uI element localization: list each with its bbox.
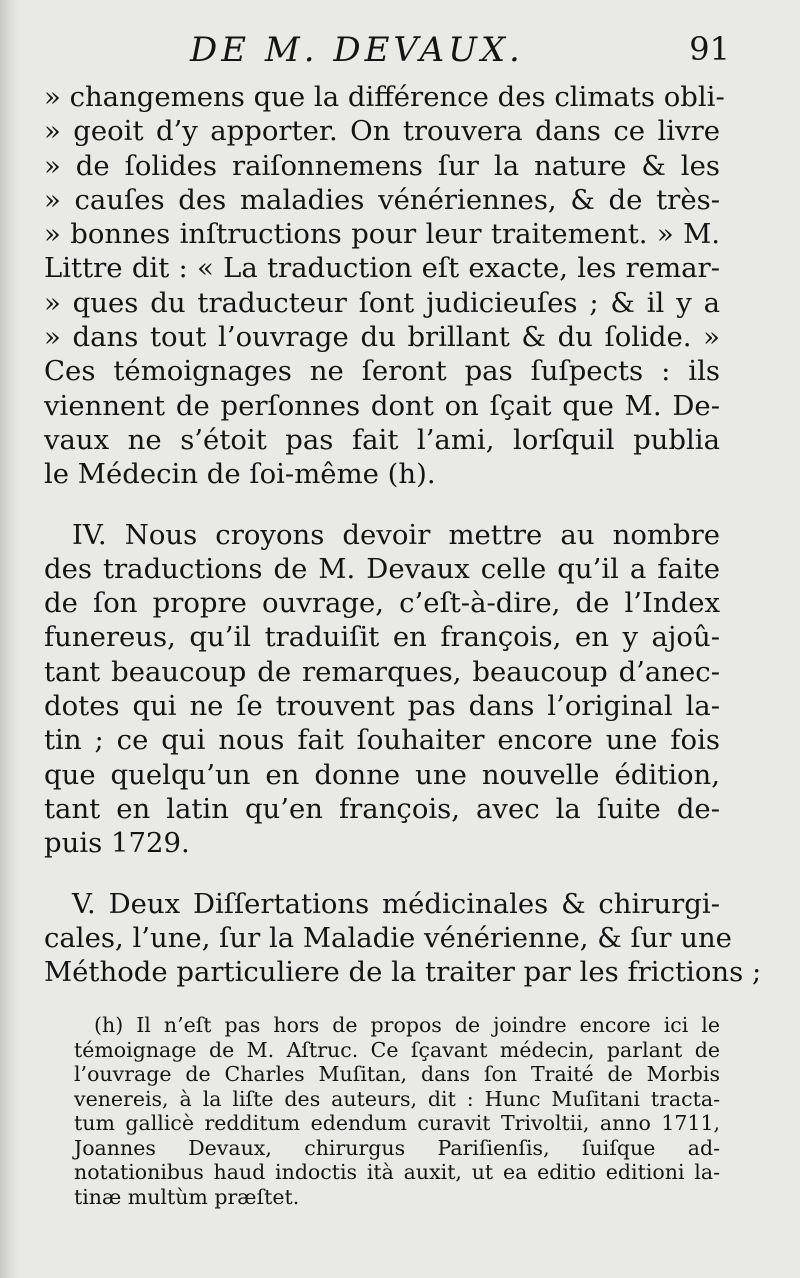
text-line: puis 1729.	[44, 827, 190, 860]
text-line: » ques du traducteur ſont judicieuſes ; & il y a	[44, 286, 720, 319]
text-line: V. Deux Diſſertations médicinales & chirurgi-	[72, 887, 720, 920]
text-line: funereus, qu’il traduiſit en françois, en y ajoû-	[44, 621, 720, 654]
text-line: » cauſes des maladies vénériennes, & de très-	[44, 183, 720, 216]
body-text	[44, 80, 762, 1209]
footnote-line: (h) Il n’eſt pas hors de propos de joindre encore ici le	[94, 1013, 720, 1038]
page-number: 91	[689, 30, 730, 68]
paragraph-iv	[44, 518, 720, 861]
text-line: IV. Nous croyons devoir mettre au nombre	[72, 518, 720, 551]
text-line: » dans tout l’ouvrage du brillant & du ſolide. »	[44, 321, 720, 354]
text-line: tant en latin qu’en françois, avec la ſuite de-	[44, 792, 720, 825]
footnote-line: tum gallicè redditum edendum curavit Trivoltii, anno 1711,	[74, 1111, 720, 1136]
text-line: Littre dit : « La traduction eſt exacte, les remar-	[44, 252, 720, 285]
footnote-line: tinæ multùm præſtet.	[74, 1184, 300, 1209]
text-line: » de ſolides raiſonnemens ſur la nature & les	[44, 149, 720, 182]
text-line: Ces témoignages ne ſeront pas ſuſpects : ils	[44, 355, 720, 388]
text-line: vaux ne s’étoit pas fait l’ami, lorſquil publia	[44, 423, 720, 456]
footnote-line: venereis, à la liſte des auteurs, dit : Hunc Muſitani tracta-	[74, 1086, 720, 1111]
footnote-line: Joannes Devaux, chirurgus Pariſienſis, ſuiſque ad-	[74, 1135, 720, 1160]
footnote	[44, 1013, 720, 1209]
text-line: que quelqu’un en donne une nouvelle édition,	[44, 758, 720, 791]
text-line: cales, l’une, ſur la Maladie vénérienne, & ſur une	[44, 921, 732, 954]
running-head: DE M. DEVAUX.	[190, 30, 524, 70]
text-line: des traductions de M. Devaux celle qu’il a faite	[44, 552, 720, 585]
text-line: » changemens que la différence des climats obli-	[44, 81, 725, 113]
footnote-line: témoignage de M. Aſtruc. Ce ſçavant médecin, parlant de	[74, 1037, 720, 1062]
paragraph-gap	[44, 492, 720, 518]
text-line: le Médecin de ſoi-même (h).	[44, 458, 436, 491]
text-line: Méthode particuliere de la traiter par les frictions ;	[44, 956, 762, 989]
footnote-spacer	[44, 989, 720, 1013]
paragraph-gap	[44, 861, 720, 887]
page-header	[190, 30, 730, 74]
text-line: » bonnes inſtructions pour leur traitement. » M.	[44, 218, 720, 251]
footnote-line: l’ouvrage de Charles Muſitan, dans ſon Traité de Morbis	[74, 1062, 720, 1087]
text-line: tant beaucoup de remarques, beaucoup d’anec-	[44, 655, 720, 688]
paragraph-v	[44, 887, 762, 990]
text-line: tin ; ce qui nous fait ſouhaiter encore une fois	[44, 724, 720, 757]
paragraph-continuation	[44, 80, 725, 492]
text-line: dotes qui ne ſe trouvent pas dans l’original la-	[44, 690, 720, 723]
text-line: viennent de perſonnes dont on ſçait que M. De-	[44, 389, 720, 422]
text-line: de ſon propre ouvrage, c’eſt-à-dire, de l’Index	[44, 587, 720, 620]
text-line: » geoit d’y apporter. On trouvera dans ce livre	[44, 115, 720, 148]
footnote-line: notationibus haud indoctis ità auxit, ut ea editio editioni la-	[74, 1160, 720, 1185]
